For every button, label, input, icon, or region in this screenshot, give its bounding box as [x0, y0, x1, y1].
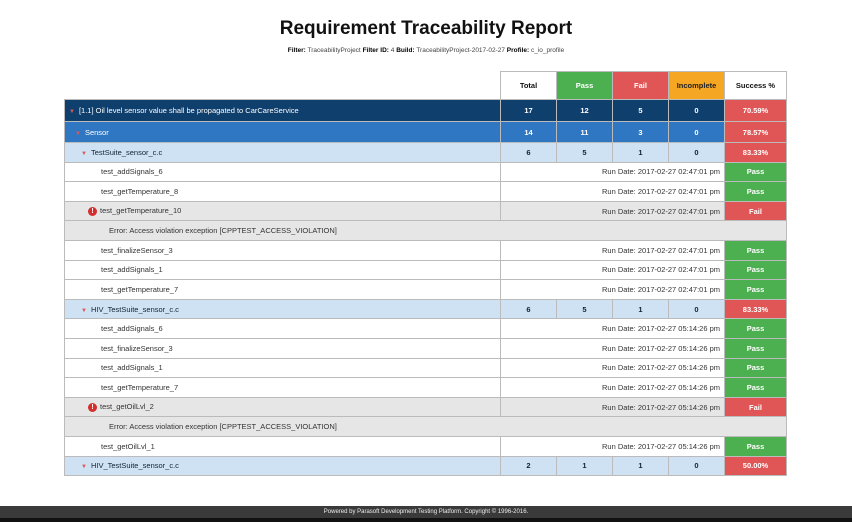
header-total: Total [501, 72, 557, 100]
suite-total: 6 [501, 143, 557, 163]
suite-name: HIV_TestSuite_sensor_c.c [90, 461, 179, 471]
test-name: test_addSignals_6 [65, 319, 501, 339]
suite-success: 83.33% [725, 143, 787, 163]
suite-incomplete: 0 [669, 299, 725, 319]
status-badge: Fail [725, 397, 787, 417]
test-name: test_addSignals_1 [65, 260, 501, 280]
test-row[interactable] [65, 182, 787, 202]
suite-total: 6 [501, 299, 557, 319]
collapse-triangle-icon[interactable]: ▼ [81, 150, 87, 157]
table-header [65, 72, 787, 100]
suite-pass: 1 [557, 456, 613, 476]
status-badge: Pass [725, 358, 787, 378]
suite-row[interactable] [65, 299, 787, 319]
error-message: Error: Access violation exception [CPPTEST_ACCESS_VIOLATION] [65, 221, 787, 241]
status-badge: Pass [725, 182, 787, 202]
test-name: test_getTemperature_7 [65, 280, 501, 300]
collapse-triangle-icon[interactable]: ▼ [81, 464, 87, 471]
test-row[interactable] [65, 319, 787, 339]
status-badge: Pass [725, 260, 787, 280]
filter-id-value: 4 [390, 47, 395, 54]
suite-name: HIV_TestSuite_sensor_c.c [90, 304, 179, 314]
suite-total: 2 [501, 456, 557, 476]
test-name: test_finalizeSensor_3 [65, 338, 501, 358]
sensor-total: 14 [501, 122, 557, 143]
test-name: test_getTemperature_8 [65, 182, 501, 202]
run-date: Run Date: 2017-02-27 05:14:26 pm [501, 358, 725, 378]
build-label: Build: [396, 47, 415, 54]
collapse-triangle-icon[interactable]: ▼ [75, 130, 81, 137]
test-row[interactable] [65, 280, 787, 300]
test-row[interactable] [65, 436, 787, 456]
traceability-table [64, 71, 787, 476]
req-success: 70.59% [725, 100, 787, 122]
test-row[interactable] [65, 358, 787, 378]
test-row[interactable] [65, 240, 787, 260]
suite-name: TestSuite_sensor_c.c [90, 147, 163, 157]
suite-fail: 1 [613, 456, 669, 476]
suite-incomplete: 0 [669, 143, 725, 163]
footer: Powered by Parasoft Development Testing Platform. Copyright © 1996-2016. [0, 506, 852, 522]
run-date: Run Date: 2017-02-27 05:14:26 pm [501, 436, 725, 456]
req-total: 17 [501, 100, 557, 122]
sensor-incomplete: 0 [669, 122, 725, 143]
run-date: Run Date: 2017-02-27 02:47:01 pm [501, 260, 725, 280]
group-name: Sensor [84, 127, 109, 137]
run-date: Run Date: 2017-02-27 02:47:01 pm [501, 240, 725, 260]
run-date: Run Date: 2017-02-27 02:47:01 pm [501, 182, 725, 202]
run-date: Run Date: 2017-02-27 02:47:01 pm [501, 162, 725, 182]
req-pass: 12 [557, 100, 613, 122]
error-message: Error: Access violation exception [CPPTEST_ACCESS_VIOLATION] [65, 417, 787, 437]
test-name: test_addSignals_1 [65, 358, 501, 378]
test-name: test_getTemperature_10 [100, 206, 182, 216]
profile-value: c_io_profile [530, 47, 565, 54]
suite-incomplete: 0 [669, 456, 725, 476]
header-pass: Pass [557, 72, 613, 100]
sensor-pass: 11 [557, 122, 613, 143]
run-date: Run Date: 2017-02-27 05:14:26 pm [501, 338, 725, 358]
profile-label: Profile: [506, 47, 530, 54]
error-row [65, 417, 787, 437]
sensor-success: 78.57% [725, 122, 787, 143]
test-name: test_finalizeSensor_3 [65, 240, 501, 260]
suite-row[interactable] [65, 456, 787, 476]
bottom-bar [0, 518, 852, 522]
suite-success: 50.00% [725, 456, 787, 476]
test-row[interactable] [65, 201, 787, 221]
test-name: test_addSignals_6 [65, 162, 501, 182]
run-date: Run Date: 2017-02-27 02:47:01 pm [501, 201, 725, 221]
run-date: Run Date: 2017-02-27 05:14:26 pm [501, 397, 725, 417]
sensor-fail: 3 [613, 122, 669, 143]
req-fail: 5 [613, 100, 669, 122]
suite-fail: 1 [613, 143, 669, 163]
status-badge: Pass [725, 162, 787, 182]
collapse-triangle-icon[interactable]: ▼ [69, 109, 75, 115]
test-row[interactable] [65, 338, 787, 358]
header-incomplete: Incomplete [669, 72, 725, 100]
test-row[interactable] [65, 397, 787, 417]
suite-pass: 5 [557, 143, 613, 163]
error-icon: ! [88, 403, 97, 412]
status-badge: Pass [725, 280, 787, 300]
test-row[interactable] [65, 260, 787, 280]
filter-label: Filter: [287, 47, 306, 54]
run-date: Run Date: 2017-02-27 02:47:01 pm [501, 280, 725, 300]
status-badge: Pass [725, 436, 787, 456]
suite-pass: 5 [557, 299, 613, 319]
status-badge: Pass [725, 319, 787, 339]
test-row[interactable] [65, 378, 787, 398]
requirement-name: [1.1] Oil level sensor value shall be propagated to CarCareService [78, 106, 299, 115]
header-success: Success % [725, 72, 787, 100]
status-badge: Pass [725, 240, 787, 260]
status-badge: Pass [725, 338, 787, 358]
build-value: TraceabilityProject-2017-02-27 [416, 47, 505, 54]
run-date: Run Date: 2017-02-27 05:14:26 pm [501, 319, 725, 339]
filter-id-label: Filter ID: [362, 47, 389, 54]
filter-value: TraceabilityProject [307, 47, 361, 54]
test-name: test_getOilLvl_2 [100, 402, 154, 412]
test-row[interactable] [65, 162, 787, 182]
status-badge: Fail [725, 201, 787, 221]
error-row [65, 221, 787, 241]
run-date: Run Date: 2017-02-27 05:14:26 pm [501, 378, 725, 398]
collapse-triangle-icon[interactable]: ▼ [81, 307, 87, 314]
suite-fail: 1 [613, 299, 669, 319]
report-title: Requirement Traceability Report [279, 18, 573, 39]
group-row-sensor[interactable] [65, 122, 787, 143]
test-name: test_getTemperature_7 [65, 378, 501, 398]
error-icon: ! [88, 207, 97, 216]
suite-success: 83.33% [725, 299, 787, 319]
filter-line [0, 47, 852, 54]
req-incomplete: 0 [669, 100, 725, 122]
header-spacer [65, 72, 501, 100]
header-fail: Fail [613, 72, 669, 100]
requirement-row[interactable] [65, 100, 787, 122]
status-badge: Pass [725, 378, 787, 398]
suite-row[interactable] [65, 143, 787, 163]
test-name: test_getOilLvl_1 [65, 436, 501, 456]
